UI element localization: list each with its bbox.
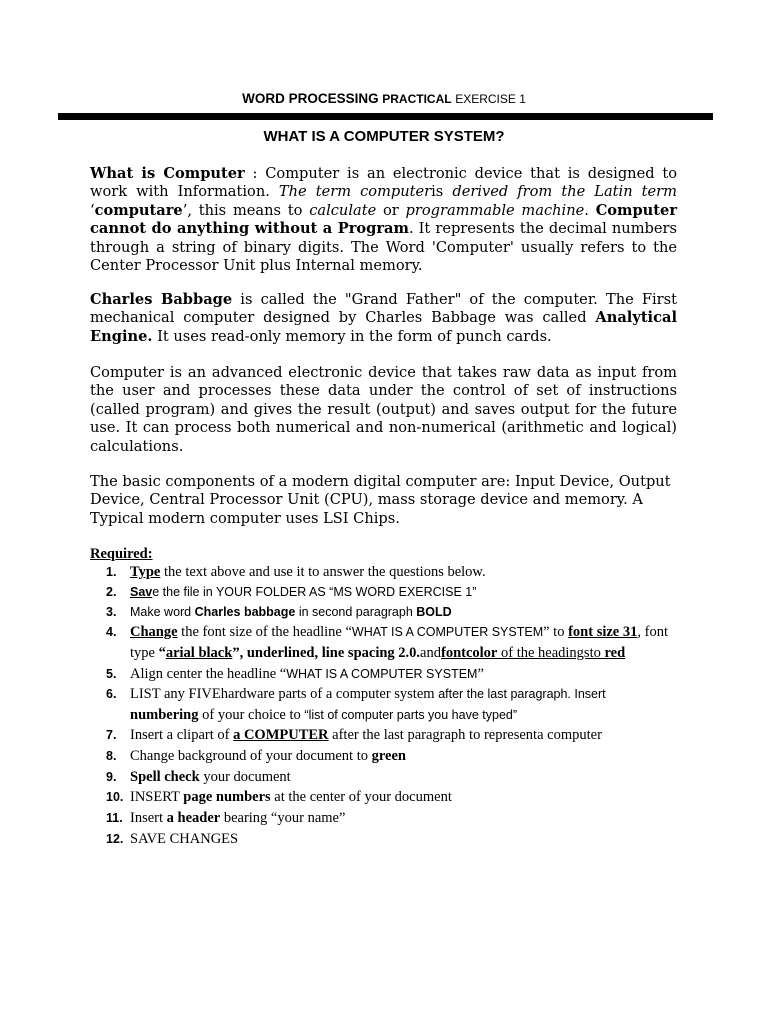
p2-bold: Analytical Engine.: [90, 309, 677, 345]
task-text: a COMPUTER: [233, 727, 329, 743]
paragraph-2: [90, 291, 677, 346]
list-number: 11.: [106, 811, 123, 825]
list-number: 12.: [106, 832, 124, 846]
list-number: 3.: [106, 605, 117, 619]
list-number: 10.: [106, 790, 124, 804]
paragraph-4: The basic components of a modern digital computer are: Input Device, Output Device, Central Processor Unit (CPU), mass storage device and memory. A Typical modern computer uses LSI Chips.: [90, 473, 671, 527]
task-text: , font: [637, 624, 668, 640]
task-text: type: [130, 645, 159, 661]
list-number: 7.: [106, 728, 117, 742]
p1-bold: computare: [94, 201, 183, 219]
task-text: Align center the headline “: [130, 666, 287, 682]
task-text: ” to: [543, 624, 569, 640]
task-text: Insert a clipart of: [130, 727, 234, 743]
header-exercise: EXERCISE 1: [455, 92, 526, 106]
header-rule: [58, 113, 713, 120]
required-label: Required:: [90, 546, 153, 562]
p1-bold: Computer cannot do anything without a Program: [90, 201, 678, 238]
task-text: WHAT IS A COMPUTER SYSTEM: [351, 625, 544, 639]
task-text: WHAT IS A COMPUTER SYSTEM: [286, 667, 478, 681]
p2-bold: Charles Babbage: [90, 291, 233, 308]
task-text: the font size of the headline “: [177, 624, 352, 640]
p1-text: ‘: [90, 201, 95, 219]
task-text: at the center of your document: [270, 789, 452, 805]
task-text: a header: [166, 810, 221, 826]
task-text: INSERT: [130, 789, 184, 805]
list-number: 1.: [106, 565, 117, 579]
p1-italic: The term computer: [278, 183, 432, 201]
task-text: after the last paragraph to representa computer: [328, 727, 602, 743]
task-text: page numbers: [183, 789, 271, 805]
task-text: font size 31: [568, 624, 638, 640]
task-text: Change: [130, 624, 178, 640]
task-text: in second paragraph: [295, 605, 417, 619]
task-text: Type: [130, 564, 161, 580]
p1-italic: calculate: [309, 201, 377, 219]
task-text: red: [604, 645, 626, 661]
task-text: Make word: [130, 605, 195, 619]
task-text: ”, underlined, line spacing 2.0.: [232, 645, 421, 661]
task-text: “list of computer parts you have typed”: [304, 708, 518, 722]
task-text: fontcolor: [440, 645, 498, 661]
task-text: the text above and use it to answer the questions below.: [160, 564, 486, 580]
task-text: Spell check: [130, 769, 200, 785]
list-number: 8.: [106, 749, 117, 763]
task-text: after the last paragraph. Insert: [438, 687, 606, 701]
list-number: 2.: [106, 585, 117, 599]
p1-heading: What is Computer: [90, 165, 245, 182]
p1-text: is: [431, 183, 444, 201]
paragraph-3: Computer is an advanced electronic device that takes raw data as input from the user and processes these data under the control of set of instructions (called program) and gives the result (output) and saves output for the future use. It can process both numerical and non-numerical (arithmetic and logical) calculations.: [90, 364, 677, 455]
header-word-processing: WORD PROCESSING: [242, 91, 379, 106]
p1-text: ’, this means to: [182, 201, 310, 219]
list-number: 5.: [106, 667, 117, 681]
list-number: 6.: [106, 687, 117, 701]
p2-text: is called the "Grand Father" of the computer. The First mechanical computer designed by Charles Babbage was called: [90, 291, 677, 327]
task-text: Sav: [130, 585, 153, 599]
p1-text: .: [584, 201, 596, 219]
task-text: SAVE CHANGES: [130, 831, 239, 847]
p2-text: It uses read-only memory in the form of punch cards.: [152, 327, 552, 345]
task-text: of the headingsto: [497, 645, 605, 661]
paragraph-1: [90, 165, 677, 275]
p1-text: . It represents the decimal numbers through a string of binary digits. The Word 'Computer' usually refers to the Center Processor Unit plus Internal memory.: [90, 220, 677, 275]
p1-text: or: [376, 201, 406, 219]
task-text: of your choice to: [198, 707, 305, 723]
page-header: [0, 90, 768, 108]
task-text: ”: [477, 666, 484, 682]
task-text: “: [158, 645, 166, 661]
task-text: LIST any FIVEhardware parts of a computer system: [130, 686, 439, 702]
task-text: your document: [199, 769, 291, 785]
p1-italic: derived from the Latin term: [443, 183, 677, 201]
header-practical: PRACTICAL: [382, 92, 452, 106]
document-title: WHAT IS A COMPUTER SYSTEM?: [263, 128, 505, 145]
task-text: e the file in YOUR FOLDER AS “MS WORD EXERCISE 1”: [152, 585, 477, 599]
task-text: bearing “your name”: [220, 810, 346, 826]
list-number: 9.: [106, 770, 117, 784]
p1-italic: programmable machine: [405, 201, 585, 219]
task-text: and: [420, 645, 441, 661]
task-text: arial black: [165, 645, 233, 661]
task-text: Charles babbage: [194, 605, 296, 619]
task-text: numbering: [130, 707, 199, 723]
list-number: 4.: [106, 625, 117, 639]
task-text: BOLD: [416, 605, 452, 619]
task-text: green: [371, 748, 406, 764]
task-text: Change background of your document to: [130, 748, 372, 764]
task-text: Insert: [130, 810, 167, 826]
p1-text: : Computer is an electronic device that is designed to work with Information.: [90, 165, 677, 201]
